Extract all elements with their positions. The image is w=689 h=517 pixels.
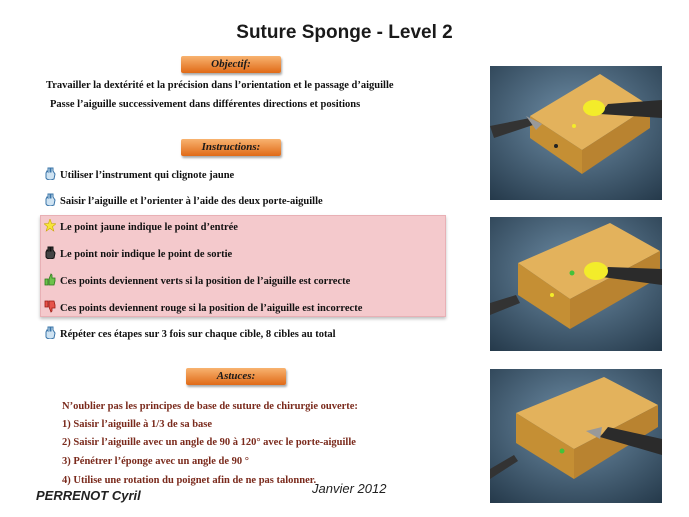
instruction-text: Le point jaune indique le point d’entrée: [60, 222, 238, 233]
instructions-tag: Instructions:: [181, 139, 281, 156]
instruction-item: [44, 326, 336, 340]
instruction-item: [44, 193, 323, 207]
objectif-line-2: Passe l’aiguille successivement dans différentes directions et positions: [50, 99, 361, 110]
tip-line: 3) Pénétrer l’éponge avec un angle de 90 °: [62, 456, 249, 467]
red-thumb-icon: [44, 300, 56, 313]
blue-hand-icon: [44, 326, 56, 339]
instruction-text: Utiliser l’instrument qui clignote jaune: [60, 170, 235, 181]
tip-line: 2) Saisir l’aiguille avec un angle de 90 à 120° avec le porte-aiguille: [62, 437, 356, 448]
yellow-star-icon: [44, 219, 56, 232]
instruction-item: [44, 246, 232, 260]
simulator-image-1: [490, 66, 662, 200]
instruction-text: Ces points deviennent verts si la position de l’aiguille est correcte: [60, 276, 351, 287]
instruction-item: [44, 167, 234, 181]
instruction-text: Répéter ces étapes sur 3 fois sur chaque cible, 8 cibles au total: [60, 329, 336, 340]
instruction-text: Saisir l’aiguille et l’orienter à l’aide des deux porte-aiguille: [60, 196, 323, 207]
tip-line: 4) Utilise une rotation du poignet afin de ne pas talonner.: [62, 475, 317, 486]
blue-hand-icon: [44, 167, 56, 180]
tip-line: N’oublier pas les principes de base de suture de chirurgie ouverte:: [62, 401, 358, 412]
instruction-item: [44, 219, 238, 233]
tip-line: 1) Saisir l’aiguille à 1/3 de sa base: [62, 419, 213, 430]
objectif-line-1: Travailler la dextérité et la précision dans l’orientation et le passage d’aiguille: [46, 80, 394, 91]
black-hand-icon: [44, 246, 56, 259]
date: Janvier 2012: [312, 481, 387, 496]
blue-hand-icon: [44, 193, 56, 206]
objectif-tag: Objectif:: [181, 56, 281, 73]
astuces-tag: Astuces:: [186, 368, 286, 385]
instruction-item: [44, 300, 362, 314]
simulator-image-3: [490, 369, 662, 503]
green-thumb-icon: [44, 273, 56, 286]
instruction-text: Ces points deviennent rouge si la position de l’aiguille est incorrecte: [60, 303, 363, 314]
instruction-text: Le point noir indique le point de sortie: [60, 249, 233, 260]
page-title: Suture Sponge - Level 2: [236, 22, 453, 43]
author: PERRENOT Cyril: [36, 488, 141, 503]
simulator-image-2: [490, 217, 662, 351]
instruction-item: [44, 273, 350, 287]
